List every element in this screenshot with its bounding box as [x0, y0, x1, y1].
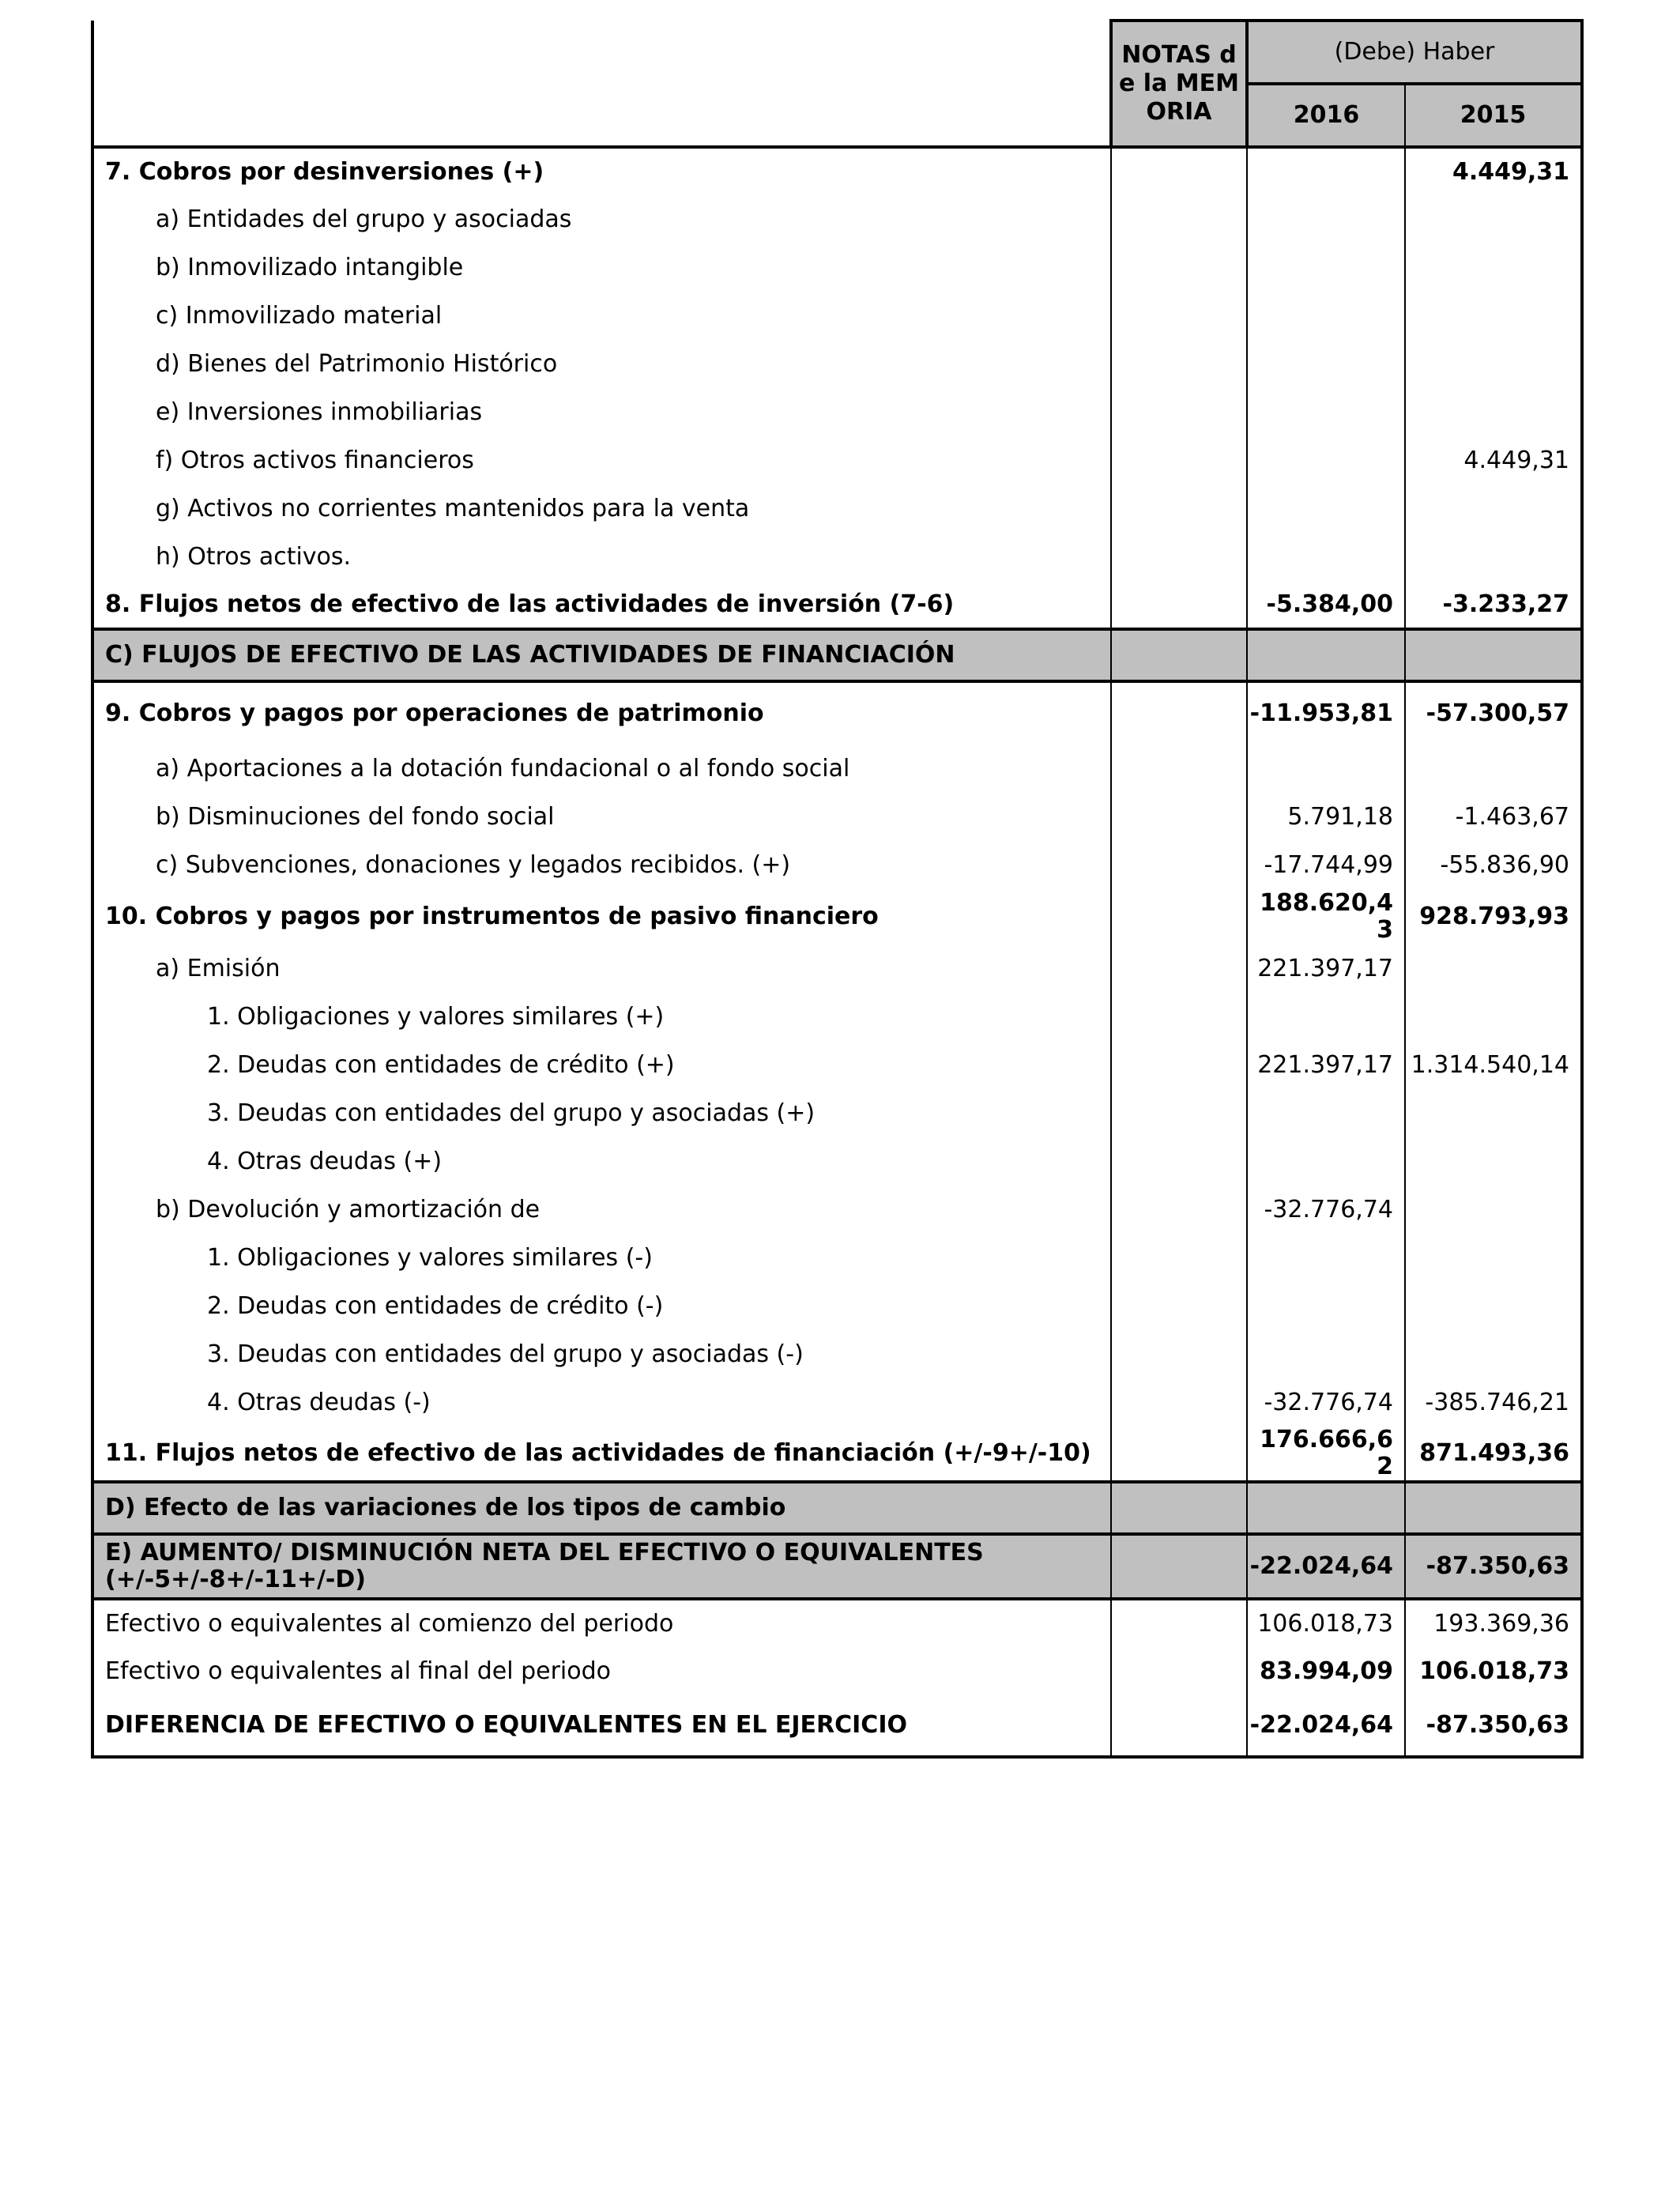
value-2015: -87.350,63	[1405, 1534, 1582, 1599]
row-label: Efectivo o equivalentes al comienzo del periodo	[92, 1599, 1111, 1647]
row-label: f) Otros activos financieros	[92, 436, 1111, 484]
table-row	[92, 533, 1582, 581]
value-2016: 5.791,18	[1247, 793, 1405, 841]
row-label: b) Disminuciones del fondo social	[92, 793, 1111, 841]
value-2016: -22.024,64	[1247, 1534, 1405, 1599]
row-label: e) Inversiones inmobiliarias	[92, 388, 1111, 436]
row-label: 4. Otras deudas (-)	[92, 1378, 1111, 1427]
section-d-title: D) Efecto de las variaciones de los tipos de cambio	[92, 1482, 1111, 1534]
table-row	[92, 147, 1582, 195]
table-row	[92, 243, 1582, 292]
cash-flow-table	[91, 19, 1584, 1759]
row-label: b) Devolución y amortización de	[92, 1186, 1111, 1234]
value-2016: 221.397,17	[1247, 944, 1405, 993]
value-2015: 4.449,31	[1405, 436, 1582, 484]
row-label: d) Bienes del Patrimonio Histórico	[92, 340, 1111, 388]
table-row	[92, 1330, 1582, 1378]
value-2015: -57.300,57	[1405, 681, 1582, 745]
value-2016: 188.620,43	[1247, 889, 1405, 944]
notes-column-header: NOTAS de la MEMORIA	[1111, 21, 1247, 147]
table-row	[92, 1089, 1582, 1137]
value-2016: -5.384,00	[1247, 581, 1405, 629]
row-label: 4. Otras deudas (+)	[92, 1137, 1111, 1186]
header-blank	[92, 21, 1111, 147]
value-2016: 83.994,09	[1247, 1647, 1405, 1695]
row-label: g) Activos no corrientes mantenidos para la venta	[92, 484, 1111, 533]
value-2015: 928.793,93	[1405, 889, 1582, 944]
table-row	[92, 745, 1582, 793]
value-2015: 4.449,31	[1405, 147, 1582, 195]
row-label: 10. Cobros y pagos por instrumentos de pasivo financiero	[92, 889, 1111, 944]
value-2015: 193.369,36	[1405, 1599, 1582, 1647]
section-c-title: C) FLUJOS DE EFECTIVO DE LAS ACTIVIDADES DE FINANCIACIÓN	[92, 629, 1111, 681]
table-row	[92, 681, 1582, 745]
value-2015: -87.350,63	[1405, 1695, 1582, 1757]
table-row	[92, 1186, 1582, 1234]
table-row	[92, 340, 1582, 388]
table-row	[92, 388, 1582, 436]
year-2015-header: 2015	[1405, 84, 1582, 147]
year-2016-header: 2016	[1247, 84, 1405, 147]
row-label: a) Entidades del grupo y asociadas	[92, 195, 1111, 243]
row-label: 9. Cobros y pagos por operaciones de patrimonio	[92, 681, 1111, 745]
table-row	[92, 484, 1582, 533]
table-row	[92, 195, 1582, 243]
value-2015: -1.463,67	[1405, 793, 1582, 841]
row-label: 1. Obligaciones y valores similares (-)	[92, 1234, 1111, 1282]
value-2016: -11.953,81	[1247, 681, 1405, 745]
value-2016: 176.666,62	[1247, 1427, 1405, 1482]
row-label: 7. Cobros por desinversiones (+)	[92, 147, 1111, 195]
row-label: h) Otros activos.	[92, 533, 1111, 581]
row-label: 8. Flujos netos de efectivo de las actividades de inversión (7-6)	[92, 581, 1111, 629]
row-label: 11. Flujos netos de efectivo de las actividades de financiación (+/-9+/-10)	[92, 1427, 1111, 1482]
value-2016: -22.024,64	[1247, 1695, 1405, 1757]
value-2015: 871.493,36	[1405, 1427, 1582, 1482]
table-row	[92, 944, 1582, 993]
table-row	[92, 1427, 1582, 1482]
row-label: 2. Deudas con entidades de crédito (+)	[92, 1041, 1111, 1089]
row-label: 1. Obligaciones y valores similares (+)	[92, 993, 1111, 1041]
table-row	[92, 581, 1582, 629]
debe-haber-header: (Debe) Haber	[1247, 21, 1582, 84]
table-row	[92, 1137, 1582, 1186]
table-row	[92, 1378, 1582, 1427]
section-e-title: E) AUMENTO/ DISMINUCIÓN NETA DEL EFECTIVO O EQUIVALENTES (+/-5+/-8+/-11+/-D)	[92, 1534, 1111, 1599]
row-label: 2. Deudas con entidades de crédito (-)	[92, 1282, 1111, 1330]
cash-flow-statement	[91, 19, 1580, 1759]
value-2016: -32.776,74	[1247, 1186, 1405, 1234]
value-2016	[1247, 147, 1405, 195]
value-2015: -3.233,27	[1405, 581, 1582, 629]
table-row	[92, 436, 1582, 484]
section-header-row	[92, 1482, 1582, 1534]
section-header-row	[92, 1534, 1582, 1599]
row-label: Efectivo o equivalentes al final del periodo	[92, 1647, 1111, 1695]
value-2015: 1.314.540,14	[1405, 1041, 1582, 1089]
table-row	[92, 793, 1582, 841]
row-label: 3. Deudas con entidades del grupo y asociadas (+)	[92, 1089, 1111, 1137]
row-label: b) Inmovilizado intangible	[92, 243, 1111, 292]
value-2016: 221.397,17	[1247, 1041, 1405, 1089]
value-2016: -17.744,99	[1247, 841, 1405, 889]
table-row	[92, 1041, 1582, 1089]
row-label: c) Inmovilizado material	[92, 292, 1111, 340]
table-row	[92, 841, 1582, 889]
table-row	[92, 1599, 1582, 1647]
row-label: 3. Deudas con entidades del grupo y asociadas (-)	[92, 1330, 1111, 1378]
table-row	[92, 889, 1582, 944]
value-2015: -55.836,90	[1405, 841, 1582, 889]
value-2015: -385.746,21	[1405, 1378, 1582, 1427]
section-header-row	[92, 629, 1582, 681]
value-2016: -32.776,74	[1247, 1378, 1405, 1427]
value-2016: 106.018,73	[1247, 1599, 1405, 1647]
row-label: a) Aportaciones a la dotación fundacional o al fondo social	[92, 745, 1111, 793]
table-row	[92, 1234, 1582, 1282]
value-2015: 106.018,73	[1405, 1647, 1582, 1695]
row-label: DIFERENCIA DE EFECTIVO O EQUIVALENTES EN EL EJERCICIO	[92, 1695, 1111, 1757]
table-row	[92, 1695, 1582, 1757]
table-row	[92, 292, 1582, 340]
table-row	[92, 993, 1582, 1041]
table-row	[92, 1282, 1582, 1330]
row-label: c) Subvenciones, donaciones y legados recibidos. (+)	[92, 841, 1111, 889]
table-row	[92, 1647, 1582, 1695]
row-label: a) Emisión	[92, 944, 1111, 993]
